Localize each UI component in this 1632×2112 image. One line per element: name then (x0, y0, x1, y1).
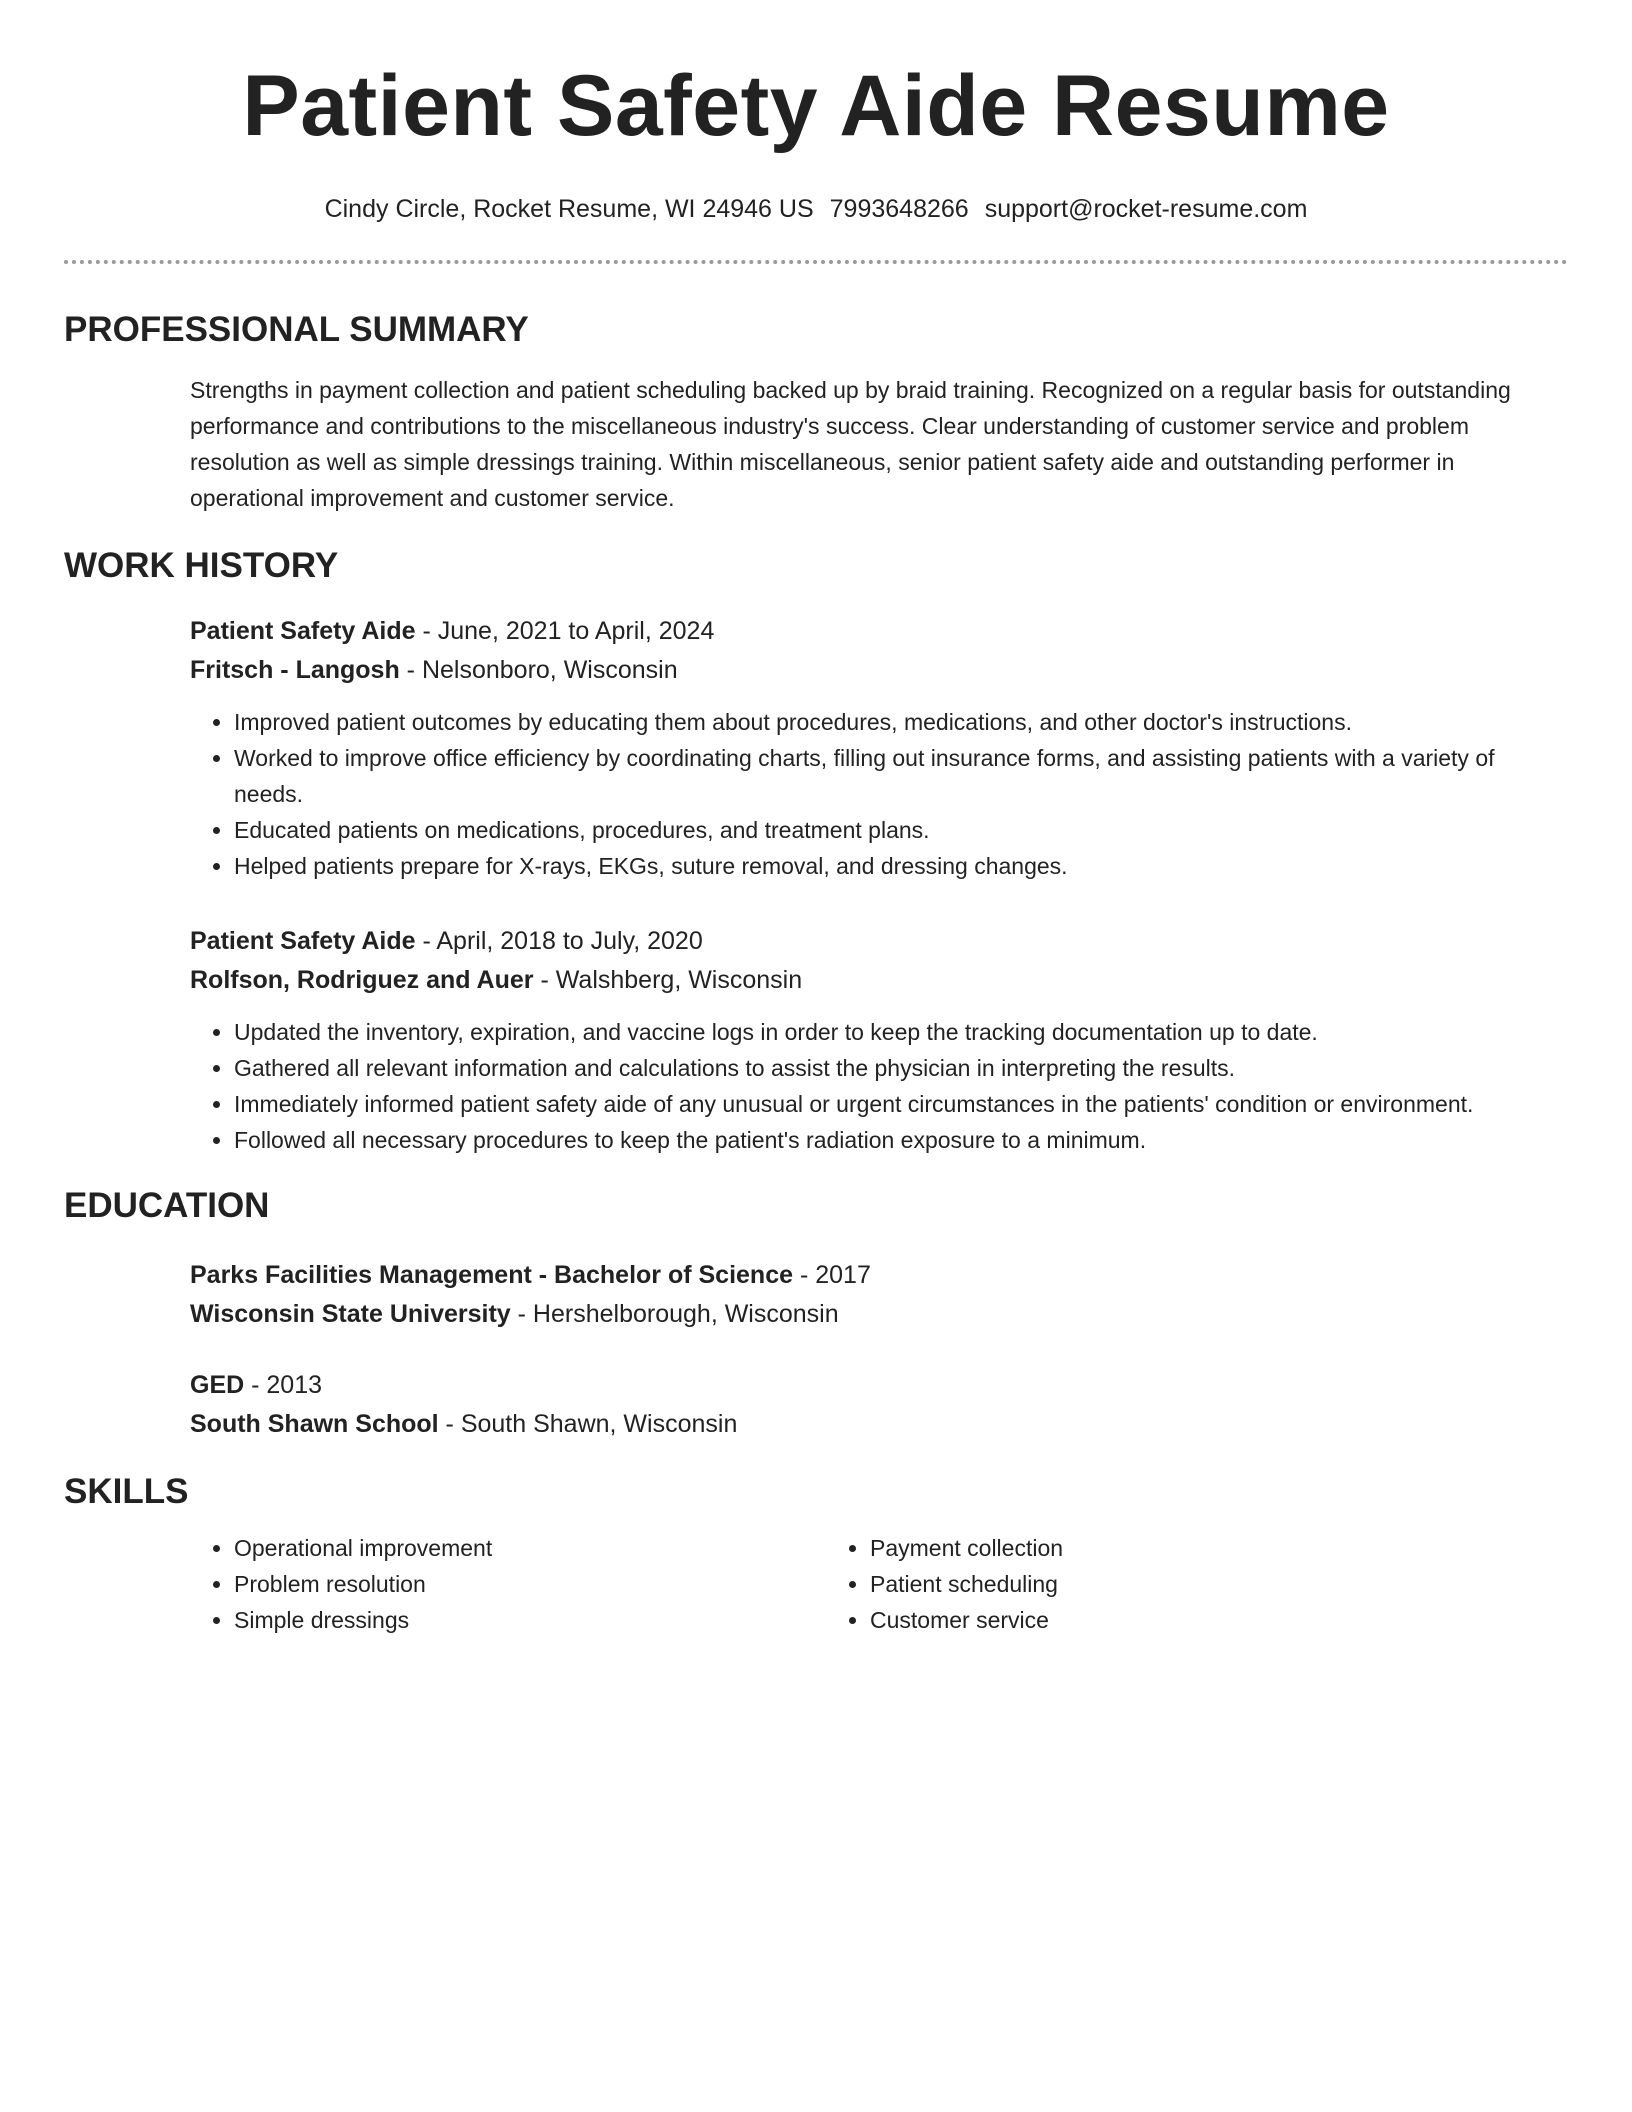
contact-address: Cindy Circle, Rocket Resume, WI 24946 US (324, 195, 814, 223)
education-degree: Parks Facilities Management - Bachelor of Science (190, 1261, 794, 1289)
job-bullet: • Updated the inventory, expiration, and vaccine logs in order to keep the tracking documentation up to date. (234, 1014, 1568, 1050)
education-school: South Shawn School (190, 1410, 439, 1438)
skill-item: • Simple dressings (234, 1602, 826, 1638)
job-bullets (190, 704, 1568, 884)
education-school-line (190, 1295, 1568, 1334)
work-heading: WORK HISTORY (64, 546, 339, 585)
job-dates: - June, 2021 to April, 2024 (415, 617, 715, 645)
resume-title: Patient Safety Aide Resume (242, 58, 1390, 154)
job-bullet: • Gathered all relevant information and calculations to assist the physician in interpreting the results. (234, 1050, 1568, 1086)
job-title-line (190, 612, 1568, 651)
skills-section (64, 1470, 1568, 1638)
work-section (64, 544, 1568, 1158)
skill-item: • Problem resolution (234, 1566, 826, 1602)
education-location: - South Shawn, Wisconsin (438, 1410, 738, 1438)
summary-text: Strengths in payment collection and patient scheduling backed up by braid training. Recognized on a regular basis for outstanding performance and contributions to the miscellaneous industry's success. Clear understanding of customer service and problem resolution as well as simple dressings training. Within miscellaneous, senior patient safety aide and outstanding performer in operational improvement and customer service. (190, 377, 1511, 511)
job-dates: - April, 2018 to July, 2020 (415, 927, 703, 955)
education-degree-line (190, 1256, 1568, 1295)
job-bullet: • Worked to improve office efficiency by coordinating charts, filling out insurance forms, and assisting patients with a variety of needs. (234, 740, 1568, 812)
job-bullet: • Helped patients prepare for X-rays, EKGs, suture removal, and dressing changes. (234, 848, 1568, 884)
education-section (64, 1184, 1568, 1444)
job-title: Patient Safety Aide (190, 927, 416, 955)
skill-item: • Payment collection (870, 1530, 1462, 1566)
education-location: - Hershelborough, Wisconsin (510, 1300, 839, 1328)
skills-heading: SKILLS (64, 1472, 189, 1511)
job-bullet: • Immediately informed patient safety aide of any unusual or urgent circumstances in the patients' condition or environment. (234, 1086, 1568, 1122)
header-divider (64, 260, 1568, 264)
contact-email: support@rocket-resume.com (984, 195, 1308, 223)
skills-grid (190, 1530, 1568, 1638)
job-title: Patient Safety Aide (190, 617, 416, 645)
education-entry (190, 1366, 1568, 1444)
education-year: - 2017 (793, 1261, 871, 1289)
education-school: Wisconsin State University (190, 1300, 511, 1328)
job-company-line (190, 651, 1568, 690)
education-degree: GED (190, 1371, 245, 1399)
education-school-line (190, 1405, 1568, 1444)
contact-phone: 7993648266 (829, 195, 969, 223)
contact-line (64, 192, 1568, 226)
skill-item: • Patient scheduling (870, 1566, 1462, 1602)
education-year: - 2013 (244, 1371, 323, 1399)
job-bullet: • Followed all necessary procedures to keep the patient's radiation exposure to a minimum. (234, 1122, 1568, 1158)
job-title-line (190, 922, 1568, 961)
education-degree-line (190, 1366, 1568, 1405)
job-company: Rolfson, Rodriguez and Auer (190, 966, 534, 994)
skills-column-right (826, 1530, 1462, 1638)
job-location: - Walshberg, Wisconsin (533, 966, 803, 994)
job-bullets (190, 1014, 1568, 1158)
skill-item: • Customer service (870, 1602, 1462, 1638)
skill-item: • Operational improvement (234, 1530, 826, 1566)
job-location: - Nelsonboro, Wisconsin (399, 656, 678, 684)
job-bullet: • Improved patient outcomes by educating them about procedures, medications, and other doctor's instructions. (234, 704, 1568, 740)
job-company-line (190, 961, 1568, 1000)
job-entry (190, 612, 1568, 884)
education-heading: EDUCATION (64, 1186, 270, 1225)
job-company: Fritsch - Langosh (190, 656, 400, 684)
job-bullet: • Educated patients on medications, procedures, and treatment plans. (234, 812, 1568, 848)
job-entry (190, 922, 1568, 1158)
skills-column-left (190, 1530, 826, 1638)
summary-heading: PROFESSIONAL SUMMARY (64, 310, 529, 349)
summary-section (64, 308, 1568, 516)
education-entry (190, 1256, 1568, 1334)
